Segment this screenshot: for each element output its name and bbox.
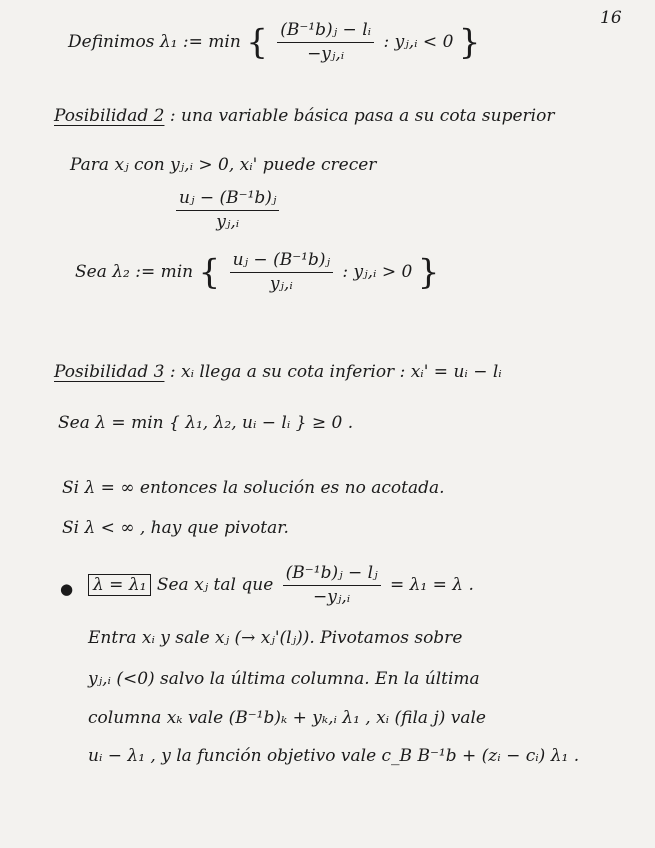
- growth-fraction-line: [172, 190, 283, 231]
- case-lambda1-box: λ = λ₁: [88, 574, 151, 596]
- case-lambda1-line: [88, 565, 474, 606]
- pivot-text: Si λ < ∞ , hay que pivotar.: [62, 518, 289, 538]
- growth-denominator: yⱼ,ᵢ: [216, 212, 240, 232]
- definition-lambda1-prefix: Definimos λ₁ := min: [68, 32, 241, 52]
- possibility2-heading: Posibilidad 2: [54, 106, 165, 126]
- page-number: 16: [600, 8, 622, 28]
- last-column-line: [88, 710, 486, 727]
- lambda-min-line: [58, 415, 353, 432]
- possibility3-line: [54, 364, 502, 381]
- possibility3-heading: Posibilidad 3: [54, 362, 165, 382]
- lambda1-numerator: (B⁻¹b)ⱼ − lᵢ: [277, 22, 374, 43]
- pivot-element-line: [88, 671, 480, 688]
- case-lambda1-denominator: −yⱼ,ᵢ: [313, 587, 351, 607]
- lambda2-fraction: [230, 252, 333, 293]
- bullet-icon: ●: [60, 580, 74, 598]
- left-brace: {: [198, 252, 221, 293]
- last-column-text: columna xₖ vale (B⁻¹b)ₖ + yₖ,ᵢ λ₁ , xᵢ (fila j) vale: [88, 708, 486, 728]
- condition-text: Para xⱼ con yⱼ,ᵢ > 0, xᵢ' puede crecer: [70, 155, 377, 175]
- growth-numerator: uⱼ − (B⁻¹b)ⱼ: [176, 190, 279, 211]
- lambda1-denominator: −yⱼ,ᵢ: [307, 44, 345, 64]
- left-brace: {: [246, 22, 268, 63]
- possibility2-line: [54, 108, 554, 125]
- right-brace: }: [417, 252, 440, 293]
- lambda1-condition: : yⱼ,ᵢ < 0: [383, 32, 454, 52]
- condition-line: [70, 157, 376, 174]
- case-lambda1-end: = λ₁ = λ .: [389, 575, 474, 595]
- unbounded-text: Si λ = ∞ entonces la solución es no acotada.: [62, 478, 445, 498]
- definition-lambda1-line: [68, 22, 480, 63]
- objective-text: uᵢ − λ₁ , y la función objetivo vale c_B B⁻¹b + (zᵢ − cᵢ) λ₁ .: [88, 746, 580, 766]
- lambda2-numerator: uⱼ − (B⁻¹b)ⱼ: [230, 252, 333, 273]
- right-brace: }: [458, 22, 481, 63]
- lambda1-fraction: [277, 22, 374, 63]
- pivot-line: [62, 520, 289, 537]
- objective-line: [88, 748, 579, 765]
- possibility2-text: : una variable básica pasa a su cota superior: [169, 106, 555, 126]
- enter-leave-line: [88, 630, 462, 647]
- case-lambda1-mid: Sea xⱼ tal que: [156, 575, 274, 595]
- lambda-min-text: Sea λ = min { λ₁, λ₂, uᵢ − lᵢ } ≥ 0 .: [58, 413, 354, 433]
- possibility3-text: : xᵢ llega a su cota inferior : xᵢ' = uᵢ − lᵢ: [169, 362, 502, 382]
- unbounded-line: [62, 480, 445, 497]
- definition-lambda2-line: [75, 252, 439, 293]
- case-lambda1-numerator: (B⁻¹b)ⱼ − lⱼ: [283, 565, 381, 586]
- case-lambda1-fraction: [283, 565, 381, 606]
- growth-fraction: [176, 190, 279, 231]
- pivot-element-text: yⱼ,ᵢ (<0) salvo la última columna. En la última: [88, 669, 480, 689]
- definition-lambda2-prefix: Sea λ₂ := min: [75, 262, 194, 282]
- lambda2-denominator: yⱼ,ᵢ: [269, 274, 293, 294]
- enter-leave-text: Entra xᵢ y sale xⱼ (→ xⱼ'(lⱼ)). Pivotamos sobre: [88, 628, 463, 648]
- lambda2-condition: : yⱼ,ᵢ > 0: [342, 262, 413, 282]
